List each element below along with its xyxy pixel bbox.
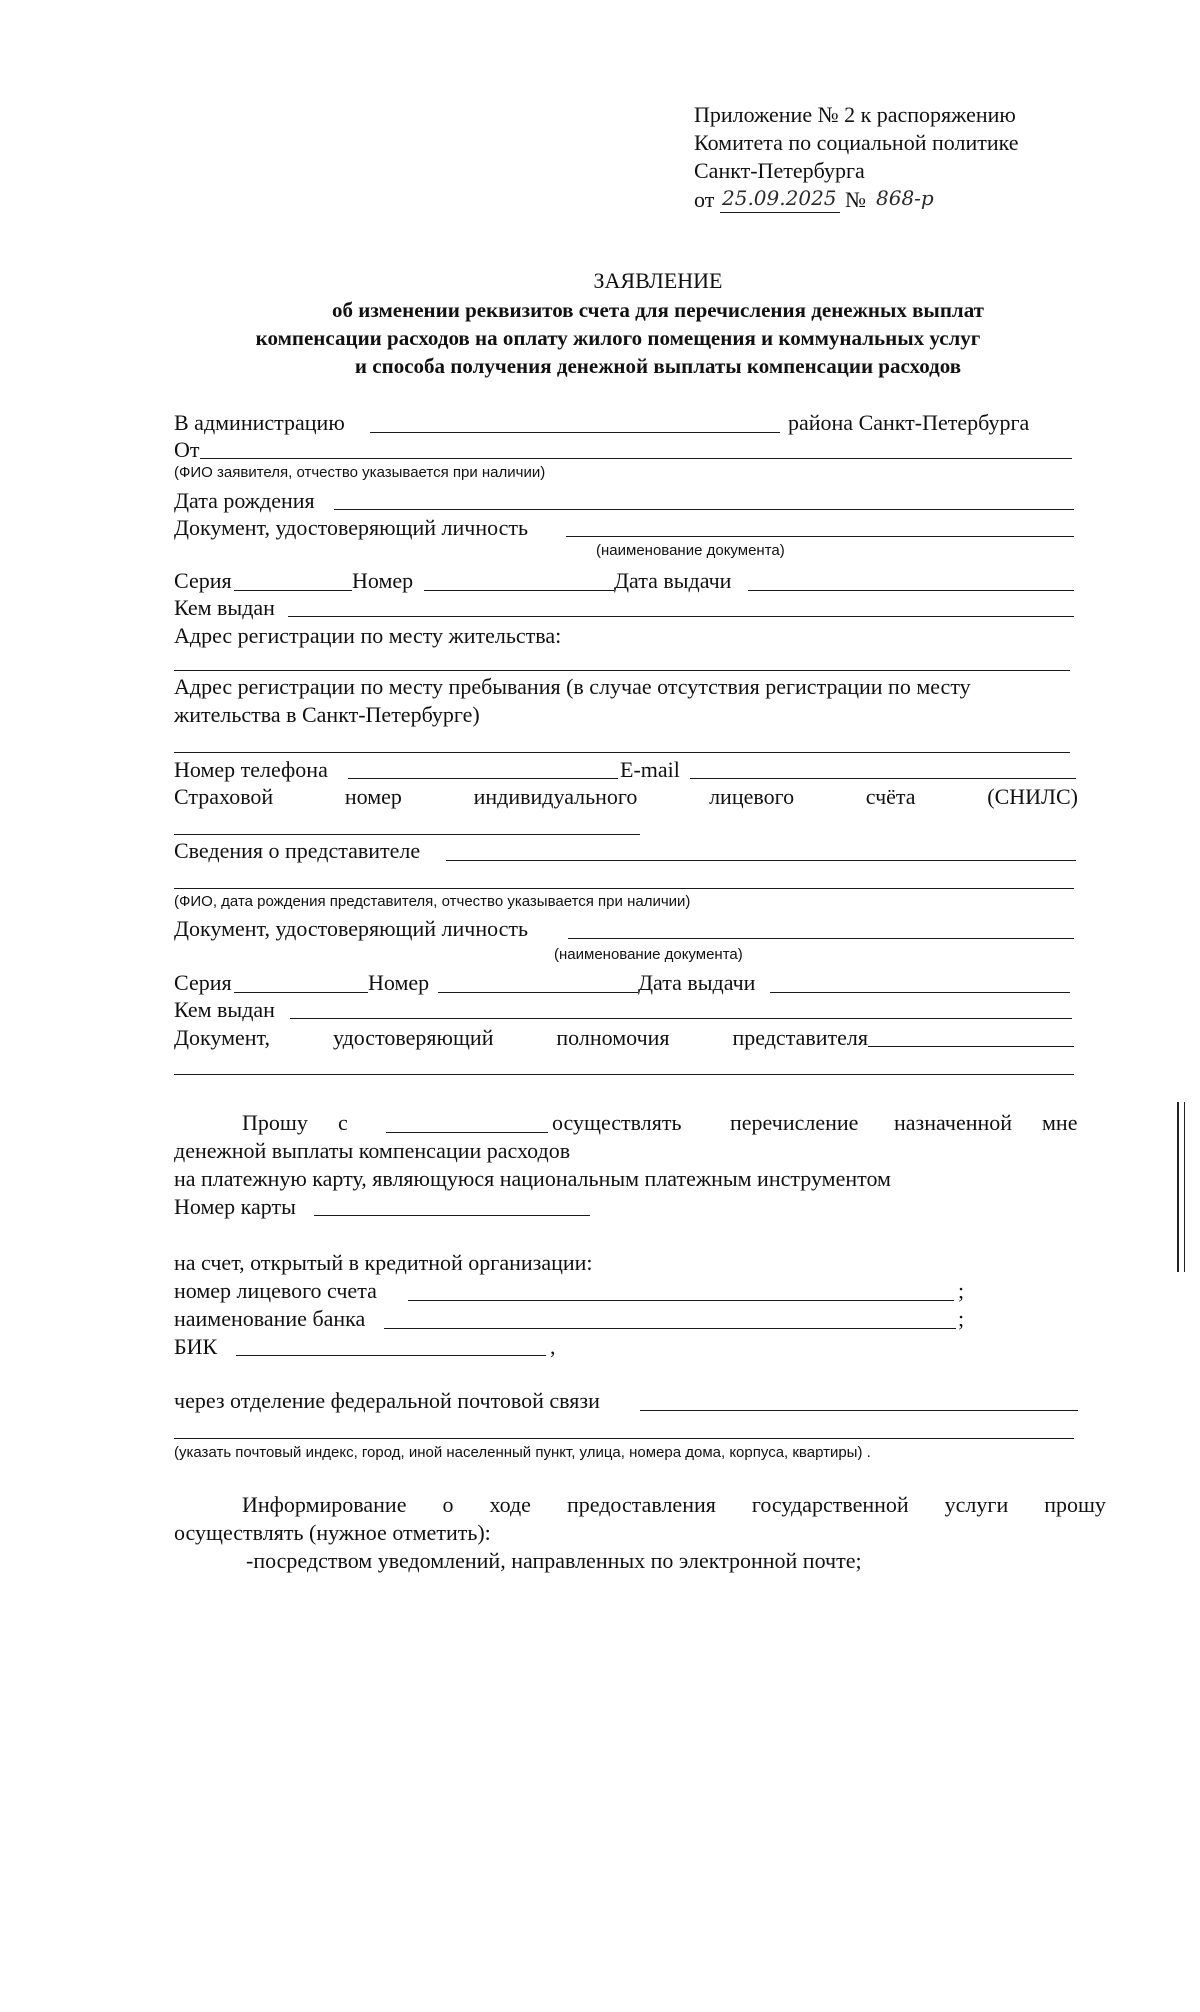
representative-info-label: Сведения о представителе xyxy=(174,838,421,863)
admin-label: В администрацию xyxy=(174,410,345,435)
birth-date-field[interactable] xyxy=(334,509,1074,510)
request-line-2: денежной выплаты компенсации расходов xyxy=(174,1138,571,1163)
reg-address-label: Адрес регистрации по месту жительства: xyxy=(174,623,562,648)
card-number-label: Номер карты xyxy=(174,1194,296,1219)
rep-authority-doc-label: Документ, удостоверяющий полномочия представителя xyxy=(174,1025,868,1050)
bik-field[interactable] xyxy=(236,1355,546,1356)
post-office-field[interactable] xyxy=(640,1410,1078,1411)
appendix-date-handwritten: 25.09.2025 xyxy=(722,186,837,210)
representative-info-field-2[interactable] xyxy=(174,888,1074,889)
identity-doc-label: Документ, удостоверяющий личность xyxy=(174,515,529,540)
issue-date-field[interactable] xyxy=(748,590,1074,591)
bank-name-semicolon: ; xyxy=(958,1306,965,1331)
bik-label: БИК xyxy=(174,1334,218,1359)
series-label: Серия xyxy=(174,568,232,593)
stay-address-field[interactable] xyxy=(174,752,1070,753)
request-line-1: Прошу с осуществлять перечисление назначенной мне xyxy=(242,1110,1078,1135)
margin-scan-bar-thin xyxy=(1184,1102,1185,1272)
snils-label: Страховой номер индивидуального лицевого счёта (СНИЛС) xyxy=(174,784,1078,809)
rep-issue-date-field[interactable] xyxy=(770,992,1070,993)
title-subline-2: компенсации расходов на оплату жилого помещения и коммунальных услуг xyxy=(255,326,981,350)
issue-date-label: Дата выдачи xyxy=(614,568,732,593)
email-label: E-mail xyxy=(620,757,680,782)
appendix-number-prefix: № xyxy=(845,187,866,212)
number-field[interactable] xyxy=(424,590,614,591)
stay-address-label-1: Адрес регистрации по месту пребывания (в случае отсутствия регистрации по месту xyxy=(174,674,971,699)
bank-account-line: на счет, открытый в кредитной организации: xyxy=(174,1250,593,1275)
birth-date-label: Дата рождения xyxy=(174,488,315,513)
appendix-date-prefix: от xyxy=(694,187,715,212)
card-number-field[interactable] xyxy=(314,1215,590,1216)
appendix-line-2: Комитета по социальной политике xyxy=(694,130,1019,155)
snils-field[interactable] xyxy=(174,834,640,835)
account-number-semicolon: ; xyxy=(958,1278,965,1303)
info-line-1: Информирование о ходе предоставления государственной услуги прошу xyxy=(242,1492,1106,1517)
account-number-label: номер лицевого счета xyxy=(174,1278,377,1303)
rep-number-field[interactable] xyxy=(438,992,638,993)
representative-fio-hint: (ФИО, дата рождения представителя, отчество указывается при наличии) xyxy=(174,893,691,910)
bank-name-label: наименование банка xyxy=(174,1306,366,1331)
phone-label: Номер телефона xyxy=(174,757,328,782)
number-label: Номер xyxy=(352,568,414,593)
phone-field[interactable] xyxy=(348,778,618,779)
rep-series-label: Серия xyxy=(174,970,232,995)
identity-doc-field[interactable] xyxy=(566,536,1074,537)
info-line-2: осуществлять (нужное отметить): xyxy=(174,1520,491,1545)
bank-name-field[interactable] xyxy=(384,1328,956,1329)
date-underline xyxy=(720,212,840,213)
payment-card-line: на платежную карту, являющуюся национальным платежным инструментом xyxy=(174,1166,891,1191)
rep-authority-doc-field[interactable] xyxy=(868,1046,1074,1047)
series-field[interactable] xyxy=(234,590,352,591)
issued-by-label: Кем выдан xyxy=(174,595,275,620)
representative-info-field[interactable] xyxy=(446,860,1076,861)
rep-identity-doc-field[interactable] xyxy=(568,938,1074,939)
stay-address-label-2: жительства в Санкт-Петербурге) xyxy=(174,702,480,727)
title-subline-3: и способа получения денежной выплаты компенсации расходов xyxy=(354,354,962,378)
issued-by-field[interactable] xyxy=(288,616,1074,617)
title-subline-1: об изменении реквизитов счета для перечисления денежных выплат xyxy=(332,298,984,322)
post-office-label: через отделение федеральной почтовой связи xyxy=(174,1388,600,1413)
email-field[interactable] xyxy=(690,778,1076,779)
request-start-date-field[interactable] xyxy=(386,1132,548,1133)
identity-doc-hint: (наименование документа) xyxy=(596,542,785,559)
admin-suffix: района Санкт-Петербурга xyxy=(788,410,1030,435)
document-title: ЗАЯВЛЕНИЕ xyxy=(593,268,723,293)
margin-scan-bar xyxy=(1177,1102,1179,1272)
rep-series-field[interactable] xyxy=(234,992,368,993)
appendix-line-1: Приложение № 2 к распоряжению xyxy=(694,102,1016,127)
rep-identity-doc-hint: (наименование документа) xyxy=(554,946,743,963)
post-office-field-2[interactable] xyxy=(174,1438,1074,1439)
rep-issue-date-label: Дата выдачи xyxy=(638,970,756,995)
reg-address-field[interactable] xyxy=(174,670,1070,671)
rep-identity-doc-label: Документ, удостоверяющий личность xyxy=(174,916,529,941)
bik-comma: , xyxy=(550,1334,556,1359)
appendix-number-handwritten: 868-р xyxy=(876,186,934,210)
rep-issued-by-label: Кем выдан xyxy=(174,997,275,1022)
account-number-field[interactable] xyxy=(408,1300,954,1301)
rep-authority-doc-field-2[interactable] xyxy=(174,1074,1074,1075)
applicant-fio-field[interactable] xyxy=(200,458,1072,459)
admin-district-field[interactable] xyxy=(370,432,780,433)
rep-number-label: Номер xyxy=(368,970,430,995)
applicant-fio-hint: (ФИО заявителя, отчество указывается при наличии) xyxy=(174,464,546,481)
from-label: От xyxy=(174,437,200,462)
rep-issued-by-field[interactable] xyxy=(290,1018,1072,1019)
appendix-line-3: Санкт-Петербурга xyxy=(694,158,865,183)
post-office-hint: (указать почтовый индекс, город, иной населенный пункт, улица, номера дома, корпуса, квартиры) . xyxy=(174,1444,871,1461)
info-option-email[interactable]: -посредством уведомлений, направленных по электронной почте; xyxy=(246,1548,862,1573)
